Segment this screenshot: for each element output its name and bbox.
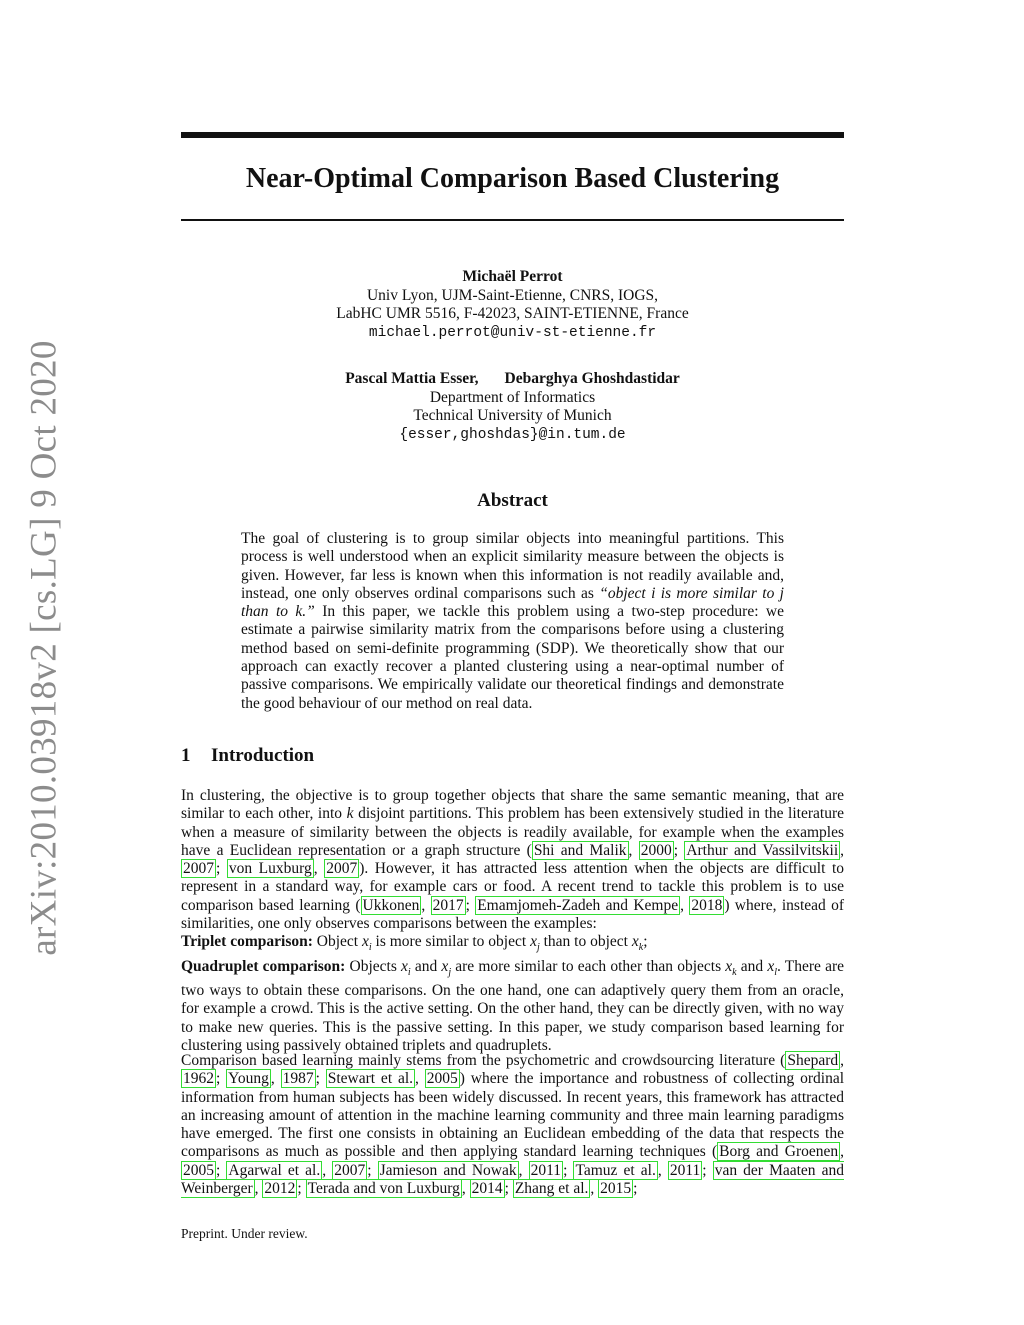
author-email[interactable]: michael.perrot@univ-st-etienne.fr [368, 324, 657, 341]
citation-year[interactable]: 2011 [669, 1161, 701, 1179]
citation-year[interactable]: 2012 [264, 1180, 296, 1198]
abstract-heading: Abstract [477, 490, 548, 511]
triplet-label: Triplet comparison: [181, 933, 313, 951]
citation-stewart[interactable]: Stewart et al. [327, 1070, 414, 1088]
title-top-rule [181, 132, 844, 138]
citation-year[interactable]: 1987 [282, 1070, 314, 1088]
citation-zhang[interactable]: Zhang et al. [514, 1180, 589, 1198]
author-name: Debarghya Ghoshdastidar [504, 370, 680, 387]
citation-arthur-vassilvitskii[interactable]: Arthur and Vassilvitskii [686, 841, 839, 859]
abstract-quote: “object i is more similar to j than to k.” [241, 584, 784, 621]
citation-shepard[interactable]: Shepard [787, 1052, 839, 1069]
citation-emamjomeh-zadeh-kempe[interactable]: Emamjomeh-Zadeh and Kempe [477, 896, 679, 914]
citation-year[interactable]: 2011 [530, 1161, 562, 1179]
author-affiliation: Technical University of Munich [413, 407, 612, 424]
paper-title: Near-Optimal Comparison Based Clustering [245, 163, 780, 194]
citation-year[interactable]: 2000 [640, 841, 672, 859]
citation-von-luxburg[interactable]: von Luxburg [228, 860, 312, 878]
citation-terada-von-luxburg[interactable]: Terada and von Luxburg [307, 1180, 460, 1198]
author-affiliation: LabHC UMR 5516, F-42023, SAINT-ETIENNE, France [336, 305, 689, 322]
citation-borg-groenen[interactable]: Borg and Groenen [719, 1143, 839, 1161]
citation-year[interactable]: 2014 [471, 1180, 503, 1198]
citation-ukkonen[interactable]: Ukkonen [362, 896, 420, 914]
citation-jamieson-nowak[interactable]: Jamieson and Nowak [379, 1161, 517, 1179]
author-block-esser-ghoshdastidar [181, 370, 844, 444]
quadruplet-label: Quadruplet comparison: [181, 957, 346, 975]
footer-note: Preprint. Under review. [181, 1226, 308, 1241]
citation-year[interactable]: 2007 [334, 1161, 366, 1179]
citation-year[interactable]: 2018 [691, 896, 723, 914]
citation-year[interactable]: 2015 [600, 1180, 632, 1198]
author-name: Michaël Perrot [462, 268, 563, 285]
section-heading-introduction: 1 Introduction [181, 745, 315, 766]
intro-paragraph-2: Comparison based learning mainly stems from the psychometric and crowdsourcing literature ( Shepard , 1962 ; Young , 1987 ; Stewart et al. , 2005 ) where the importance and robustness of collecting ordinal information from human subjects has been widely discussed. In recent years, this framework has attracted an increasing amount of attention in the machine learning community and three main learning paradigms have emerged. The first one consists in obtaining an Euclidean embedding of the data that respects the comparisons as much as possible and then applying standard learning techniques ( Borg and Groenen , 2005 ; Agarwal et al. , 2007 ; Jamieson and Nowak , 2011 ; Tamuz et al. , 2011 ; van der Maaten and Weinberger , 2012 ; Terada and von Luxburg , 2014 ; Zhang et al. , 2015 ; [181, 1052, 845, 1198]
citation-year[interactable]: 2007 [326, 860, 358, 878]
author-affiliation: Department of Informatics [429, 388, 596, 406]
intro-paragraph-1: In clustering, the objective is to group together objects that share the same semantic meaning, that are similar to each other, into k disjoint partitions. This problem has been extensively studied in the literature when a measure of similarity between the objects is readily available, for example when the examples have a Euclidean representation or a graph structure ( Shi and Malik , 2000 ; Arthur and Vassilvitskii , 2007 ; von Luxburg , 2007 ). However, it has attracted less attention when the objects are difficult to represent in a standard way, for example cars or food. A recent trend to tackle this problem is to use comparison based learning ( Ukkonen , 2017 ; Emamjomeh-Zadeh and Kempe , 2018 ) where, instead of similarities, one only observes comparisons between the examples: Triplet comparison: Object $x_i$ is more similar to object $x_j$ than to object $x_k$; Quadruplet comparison: Objects $x_i$ and $x_j$ are more similar to each other than objects $x_k$ and $x_l$. There are two ways to obtain these comparisons. On the one hand, one can adaptively query them from an oracle, for example a crowd. This is the active setting. On the other hand, they can be directly given, with no way to make new queries. This is the passive setting. In this paper, we study comparison based learning for clustering using passively obtained triplets and quadruplets. [181, 787, 845, 1055]
citation-year[interactable]: 2007 [183, 860, 214, 878]
citation-year[interactable]: 1962 [183, 1070, 214, 1088]
author-affiliation: Univ Lyon, UJM-Saint-Etienne, CNRS, IOGS, [366, 286, 659, 304]
citation-tamuz[interactable]: Tamuz et al. [575, 1161, 656, 1179]
citation-young[interactable]: Young [228, 1070, 269, 1088]
citation-year[interactable]: 2005 [183, 1161, 214, 1179]
abstract-body: The goal of clustering is to group similar objects into meaningful partitions. This process is well understood when an explicit similarity measure between the objects is given. However, far less is known when this information is not readily available and, instead, one only observes ordinal comparisons such as “object i is more similar to j than to k.” In this paper, we tackle this problem using a two-step procedure: we estimate a pairwise similarity matrix from the comparisons before using a clustering method based on semi-definite programming (SDP). We theoretically show that our approach can exactly recover a planted clustering using a near-optimal number of passive comparisons. We empirically validate our theoretical findings and demonstrate the good behaviour of our method on real data. [241, 530, 784, 712]
title-bottom-rule [181, 219, 844, 221]
author-name: Pascal Mattia Esser, [345, 370, 479, 387]
author-block-perrot [181, 268, 844, 342]
citation-shi-malik[interactable]: Shi and Malik [533, 841, 627, 859]
arxiv-side-stamp: arXiv:2010.03918v2 [cs.LG] 9 Oct 2020 [23, 340, 65, 956]
citation-year[interactable]: 2005 [426, 1070, 458, 1088]
citation-van-der-maaten-weinberger[interactable]: van der Maaten and Weinberger [181, 1161, 845, 1198]
author-email[interactable]: {esser,ghoshdas}@in.tum.de [399, 426, 626, 443]
citation-agarwal[interactable]: Agarwal et al. [228, 1161, 321, 1179]
citation-year[interactable]: 2017 [432, 896, 464, 914]
